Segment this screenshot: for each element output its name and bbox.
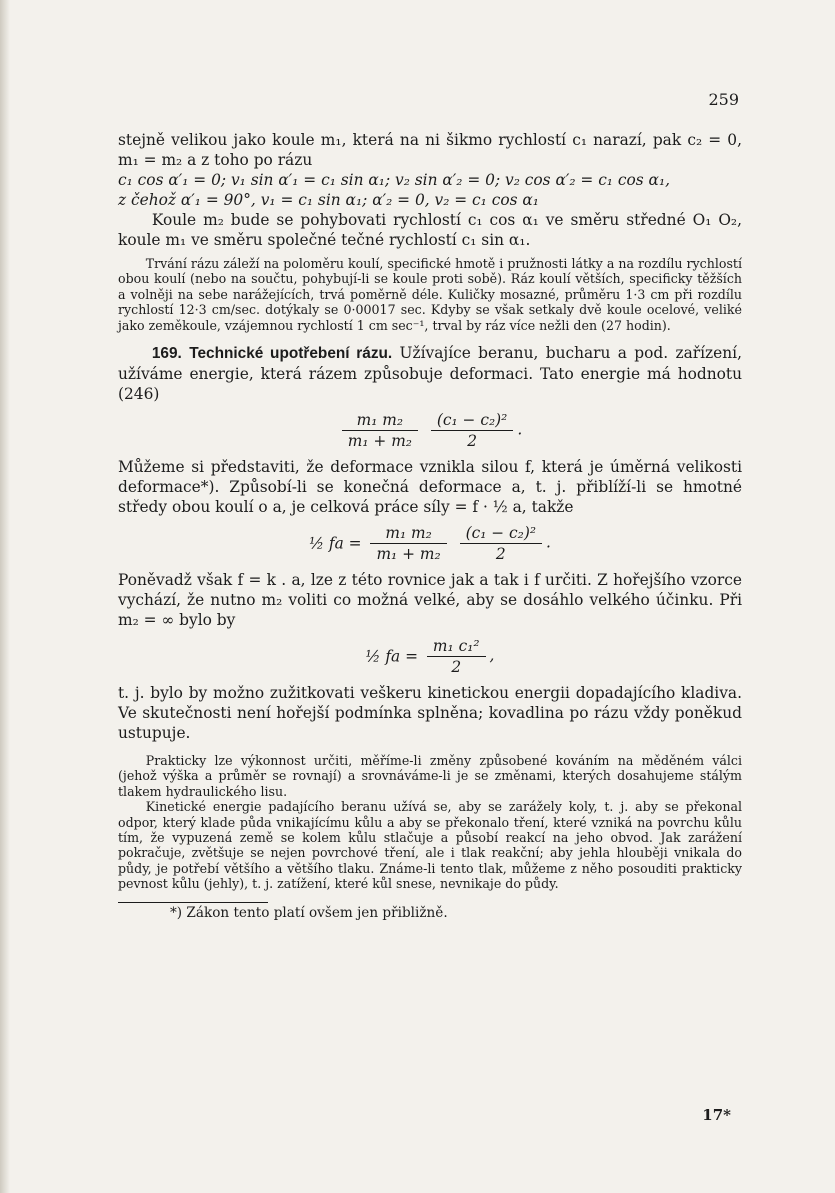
intro-line: stejně velikou jako koule m₁, která na ni šikmo rychlostí c₁ narazí, pak c₂ = 0, m₁ = m₂ a z toho po rázu — [118, 131, 742, 169]
small-paragraph-prakticky: Prakticky lze výkonnost určiti, měříme-li změny způsobené kováním na měděném válci (jehož výška a průměr se rovnají) a srovnáváme-li je se změnami, kterých dosahujeme stálým tlakem hydraulického lisu. — [118, 753, 742, 799]
footnote: *) Zákon tento platí ovšem jen přibližně. — [170, 904, 448, 921]
equation-line-2: z čehož α′₁ = 90°, v₁ = c₁ sin α₁; α′₂ = 0, v₂ = c₁ cos α₁ — [118, 191, 539, 209]
signature-mark: 17* — [702, 1106, 731, 1124]
section-title: Technické upotřebení rázu. — [189, 345, 393, 363]
paragraph-deformace: Můžeme si představiti, že deformace vznikla silou f, která je úměrná velikosti deformace*). Způsobí-li se konečná deformace a, t. j. přiblíží-li se hmotné středy obou koulí o a, je celková práce síly = f · ½ a, takže — [118, 458, 742, 517]
paragraph-ponevadz: Poněvadž však f = k . a, lze z této rovnice jak a tak i f určiti. Z hořejšího vzorce vychází, že nutno m₂ voliti co možná velké, aby se dosáhlo velkého účinku. Při m₂ = ∞ bylo by — [118, 571, 742, 630]
formula-limit: ½ fa = $\frac{\text{m₁ c₁²}}{2}$ , — [365, 637, 495, 677]
section-text: Užívajíce beranu, bucharu a pod. zařízení, užíváme energie, která rázem způsobuje deformaci. Tato energie má hodnotu (246) — [118, 344, 742, 404]
page-edge-shadow — [0, 0, 10, 1193]
equation-line-1: c₁ cos α′₁ = 0; v₁ sin α′₁ = c₁ sin α₁; v₂ sin α′₂ = 0; v₂ cos α′₂ = c₁ cos α₁, — [118, 171, 671, 189]
paragraph-tj: t. j. bylo by možno zužitkovati veškeru kinetickou energii dopadajícího kladiva. Ve skutečnosti není hořejší podmínka splněna; kovadlina po rázu vždy poněkud ustupuje. — [118, 684, 742, 743]
fraction-masses-2: $\frac{\text{m₁ m₂}}{\text{m₁ + m₂}}$ — [370, 523, 446, 564]
small-paragraph-trvani: Trvání rázu záleží na poloměru koulí, specifické hmotě i pružnosti látky a na rozdílu rychlostí obou koulí (nebo na součtu, pohybují-li se koule proti sobě). Ráz koulí větších, specificky těžších a volněji na sebe narážejících, trvá poměrně déle. Kuličky mosazné, průměru 1·3 cm při rozdílu rychlostí 12·3 cm/sec. dotýkaly se 0·00017 sec. Kdyby se však setkaly dvě koule ocelové, veliké jako zeměkoule, vzájemnou rychlostí 1 cm sec⁻¹, trval by ráz více nežli den (27 hodin). — [118, 256, 742, 333]
section-number: 169. — [151, 345, 182, 363]
page-body — [118, 130, 742, 923]
fraction-kinetic: $\frac{\text{m₁ c₁²}}{2}$ — [427, 636, 486, 677]
formula-energy: $\frac{\text{m₁ m₂}}{\text{m₁ + m₂}}$ $\frac{\text{(c₁ − c₂)²}}{2}$ . — [118, 410, 742, 451]
fraction-velocity-2: $\frac{\text{(c₁ − c₂)²}}{2}$ — [460, 523, 542, 564]
small-paragraph-kineticke: Kinetické energie padajícího beranu užívá se, aby se zarážely koly, t. j. aby se překonal odpor, který klade půda vnikajícímu kůlu a aby se překonalo tření, které vzniká na povrchu kůlu tím, že vypuzená země se kolem kůlu stlačuje a působí reakcí na jeho obvod. Jak zarážení pokračuje, zvětšuje se nejen povrchové tření, ale i tlak reakční; aby jehla hlouběji vnikala do půdy, je potřebí většího a většího tlaku. Známe-li tento tlak, můžeme z něho posouditi prakticky pevnost kůlu (jehly), t. j. zatížení, které kůl snese, nevnikaje do půdy. — [118, 799, 742, 892]
page-number: 259 — [708, 90, 739, 109]
section-169 — [118, 343, 742, 404]
fraction-velocity: $\frac{\text{(c₁ − c₂)²}}{2}$ — [431, 410, 513, 451]
formula-work: ½ fa = $\frac{\text{m₁ m₂}}{\text{m₁ + m₂}}$ $\frac{\text{(c₁ − c₂)²}}{2}$ . — [309, 524, 551, 564]
fraction-masses: $\frac{\text{m₁ m₂}}{\text{m₁ + m₂}}$ — [342, 410, 418, 451]
paragraph-koule: Koule m₂ bude se pohybovati rychlostí c₁ cos α₁ ve směru středné O₁ O₂, koule m₁ ve směru společné tečné rychlostí c₁ sin α₁. — [118, 211, 742, 249]
